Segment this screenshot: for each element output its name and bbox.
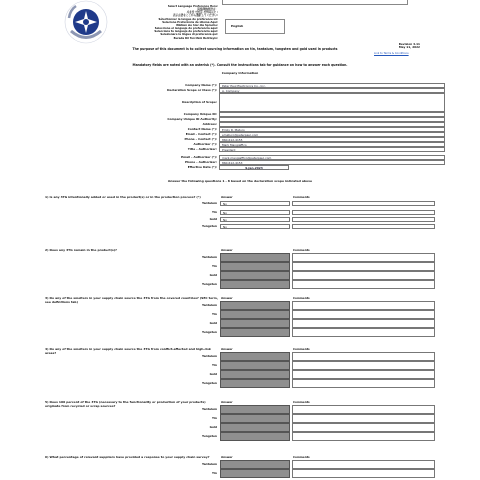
comment-field[interactable] <box>292 224 435 229</box>
metal-row <box>45 423 435 432</box>
metal-label: Tantalum <box>202 354 217 358</box>
language-label: 表示言語をここから選択してください: <box>172 14 218 18</box>
question-text: 2) Does any 3TG remain in the product(s)? <box>45 248 117 252</box>
contact-name-field[interactable]: Emily R. Maturo <box>219 127 445 132</box>
mandatory-note: Mandatory fields are noted with an asterisk (*). Consult the instructions tab for guidance on how to answer each question. <box>132 63 348 67</box>
answer-select[interactable]: No <box>220 224 290 229</box>
revision-date: May 11, 2022 <box>398 45 420 50</box>
metal-label: Tungsten <box>202 282 217 286</box>
comment-field[interactable] <box>292 201 435 206</box>
answer-select[interactable]: No <box>220 217 290 222</box>
metal-label: Tin <box>211 312 217 316</box>
metal-row <box>45 352 435 361</box>
answer-select[interactable] <box>220 319 290 328</box>
comment-field[interactable] <box>292 460 435 469</box>
comment-field[interactable] <box>292 319 435 328</box>
metal-row <box>45 253 435 262</box>
metal-row <box>45 224 435 229</box>
answer-select[interactable] <box>220 361 290 370</box>
comment-field[interactable] <box>292 210 435 215</box>
answer-select[interactable] <box>220 423 290 432</box>
metal-label: Tin <box>211 264 217 268</box>
metal-row <box>45 210 435 215</box>
answer-select[interactable] <box>220 328 290 337</box>
comments-column-header: Comments <box>293 400 310 404</box>
answer-select[interactable]: No <box>220 201 290 206</box>
metal-row <box>45 201 435 206</box>
scope-description-field[interactable] <box>219 93 445 112</box>
comment-field[interactable] <box>292 370 435 379</box>
answer-select[interactable] <box>220 253 290 262</box>
language-label: 请选择你的语言： <box>197 8 218 12</box>
comment-field[interactable] <box>292 414 435 423</box>
metal-label: Tin <box>211 471 217 475</box>
metal-label: Tin <box>211 363 217 367</box>
metal-label: Tantalum <box>202 303 217 307</box>
question-text: 3) Do any of the smelters in your supply chain source the 3TG from the covered countries? (SEC term, see definitions tab) <box>45 296 218 304</box>
metal-label: Gold <box>209 273 217 277</box>
answer-select[interactable] <box>220 262 290 271</box>
language-label: Selecione Preferência de idioma Aqui: <box>162 20 218 24</box>
metal-row <box>45 328 435 337</box>
language-label: Select Language Preference Here: <box>167 5 218 8</box>
answer-select[interactable] <box>220 414 290 423</box>
language-label: Seleccione el lenguaje de preferencia aqui: <box>154 27 218 31</box>
declaration-scope-field[interactable]: A. Company <box>219 88 445 93</box>
comment-field[interactable] <box>292 280 435 289</box>
answer-select[interactable] <box>220 460 290 469</box>
purpose-statement: The purpose of this document is to collect sourcing information on tin, tantalum, tungsten and gold used in products <box>132 47 338 51</box>
company-name-field[interactable]: Peter Paul Electronics Co., Inc. <box>219 83 445 88</box>
metal-label: Tungsten <box>202 330 217 334</box>
language-select[interactable]: English <box>225 19 285 34</box>
rmi-logo-seal <box>62 0 110 48</box>
metal-label: Tin <box>211 416 217 420</box>
comment-field[interactable] <box>292 271 435 280</box>
answer-column-header: Answer <box>221 347 233 351</box>
contact-email-field[interactable]: ematuro@peterpaul.com <box>219 132 445 137</box>
answer-column-header: Answer <box>221 296 233 300</box>
answer-select[interactable] <box>220 301 290 310</box>
field-label: Email – Contact (*): <box>185 132 217 136</box>
metal-row <box>45 432 435 441</box>
effective-date-field[interactable]: 9-Jan-2023 <box>219 165 289 170</box>
question-text: 4) Do any of the smelters in your supply chain source the 3TG from conflict-affected and high-risk areas? <box>45 347 211 355</box>
question-text: 6) What percentage of relevant suppliers have provided a response to your supply chain survey? <box>45 455 210 459</box>
language-label: Sélectionner la langue de préférence ici: <box>158 17 218 21</box>
field-label: Company Name (*): <box>185 83 217 87</box>
metal-row <box>45 414 435 423</box>
comment-field[interactable] <box>292 405 435 414</box>
field-label: Declaration Scope or Class (*): <box>167 88 217 92</box>
answer-select[interactable]: No <box>220 210 290 215</box>
field-label: Company Unique ID: <box>183 112 217 116</box>
metal-row <box>45 361 435 370</box>
metal-label: Gold <box>209 425 217 429</box>
metal-row <box>45 460 435 469</box>
answer-select[interactable] <box>220 469 290 478</box>
comments-column-header: Comments <box>293 347 310 351</box>
field-label: Phone – Authorizer: <box>184 160 217 164</box>
question-text: 5) Does 100 percent of the 3TG (necessary to the functionality or production of your products) originate from recycled or scrap sources? <box>45 400 206 408</box>
company-row <box>35 147 445 152</box>
company-info-heading: Company Information <box>221 71 259 75</box>
comment-field[interactable] <box>292 301 435 310</box>
authorizer-email-field[interactable]: mark.mangiaffico@peterpaul.com <box>219 155 445 160</box>
metal-row <box>45 301 435 310</box>
metal-label: Tungsten <box>202 381 217 385</box>
comment-field[interactable] <box>292 432 435 441</box>
metal-label: Gold <box>209 217 217 221</box>
metal-label: Tantalum <box>202 255 217 259</box>
metal-row <box>45 370 435 379</box>
comment-field[interactable] <box>292 328 435 337</box>
comments-column-header: Comments <box>293 248 310 252</box>
authorizer-title-field[interactable]: President <box>219 147 445 152</box>
metal-row <box>45 319 435 328</box>
comments-column-header: Comments <box>293 195 310 199</box>
comment-field[interactable] <box>292 217 435 222</box>
authorizer-phone-field[interactable]: 860-612-4153 <box>219 160 445 165</box>
metal-label: Tantalum <box>202 462 217 466</box>
comments-column-header: Comments <box>293 455 310 459</box>
field-label: Title – Authorizer: <box>187 147 217 151</box>
field-label: Address: <box>202 122 217 126</box>
company-row <box>35 165 445 170</box>
metal-label: Gold <box>209 321 217 325</box>
metal-label: Tantalum <box>202 407 217 411</box>
metal-label: Tantalum <box>202 201 217 205</box>
metal-label: Tungsten <box>202 224 217 228</box>
metal-label: Tin <box>211 210 217 214</box>
metal-row <box>45 271 435 280</box>
language-label: Wählen sie hier die Sprache: <box>176 23 218 27</box>
language-label: Selezionare la lingua di preferenza qui: <box>160 33 218 37</box>
answer-select[interactable] <box>220 310 290 319</box>
comment-field[interactable] <box>292 379 435 388</box>
language-label: Burada Dil Tercihini Belirleyin: <box>173 36 218 40</box>
answer-select[interactable] <box>220 432 290 441</box>
field-label: Effective Date (*): <box>187 165 217 169</box>
field-label: Contact Name (*): <box>187 127 217 131</box>
language-label: 사용할 언어를 선택하시오 : <box>186 11 218 15</box>
field-label: Authorizer (*): <box>193 142 217 146</box>
field-label: Phone – Contact (*): <box>184 137 217 141</box>
language-label: Selecciona tu lenguaje de preferencia aqui: <box>154 30 218 34</box>
question-text: 1) Is any 3TG intentionally added or used in the product(s) or in the production process? (*) <box>45 195 201 199</box>
answer-column-header: Answer <box>221 248 233 252</box>
metal-row <box>45 262 435 271</box>
answer-column-header: Answer <box>221 195 233 199</box>
revision-number: Revision 4.11 <box>398 42 420 46</box>
metal-row <box>45 469 435 478</box>
language-preference-labels <box>148 5 218 40</box>
answer-select[interactable] <box>220 280 290 289</box>
answer-select[interactable] <box>220 271 290 280</box>
header-top-box <box>222 0 408 5</box>
answer-column-header: Answer <box>221 400 233 404</box>
field-label: Company Unique ID Authority: <box>167 117 217 121</box>
metal-row <box>45 217 435 222</box>
metal-label: Tungsten <box>202 434 217 438</box>
contact-phone-field[interactable]: 860-612-4155 <box>219 137 445 142</box>
field-label: Email – Authorizer (*): <box>181 155 217 159</box>
answer-column-header: Answer <box>221 455 233 459</box>
metal-row <box>45 280 435 289</box>
comment-field[interactable] <box>292 352 435 361</box>
comment-field[interactable] <box>292 262 435 271</box>
comments-column-header: Comments <box>293 296 310 300</box>
answer-select[interactable] <box>220 379 290 388</box>
terms-link[interactable]: Link to Terms & Conditions <box>374 52 409 55</box>
answer-section-heading: Answer the following questions 1 - 8 based on the declaration scope indicated above <box>167 179 313 183</box>
authorizer-field[interactable]: Mark Mangiaffico <box>219 142 445 147</box>
answer-select[interactable] <box>220 405 290 414</box>
company-row <box>35 93 445 112</box>
answer-select[interactable] <box>220 352 290 361</box>
metal-label: Gold <box>209 372 217 376</box>
comment-field[interactable] <box>292 361 435 370</box>
comment-field[interactable] <box>292 423 435 432</box>
comment-field[interactable] <box>292 310 435 319</box>
metal-row <box>45 379 435 388</box>
comment-field[interactable] <box>292 469 435 478</box>
comment-field[interactable] <box>292 253 435 262</box>
metal-row <box>45 405 435 414</box>
metal-row <box>45 310 435 319</box>
answer-select[interactable] <box>220 370 290 379</box>
field-label: Description of Scope: <box>182 100 217 104</box>
